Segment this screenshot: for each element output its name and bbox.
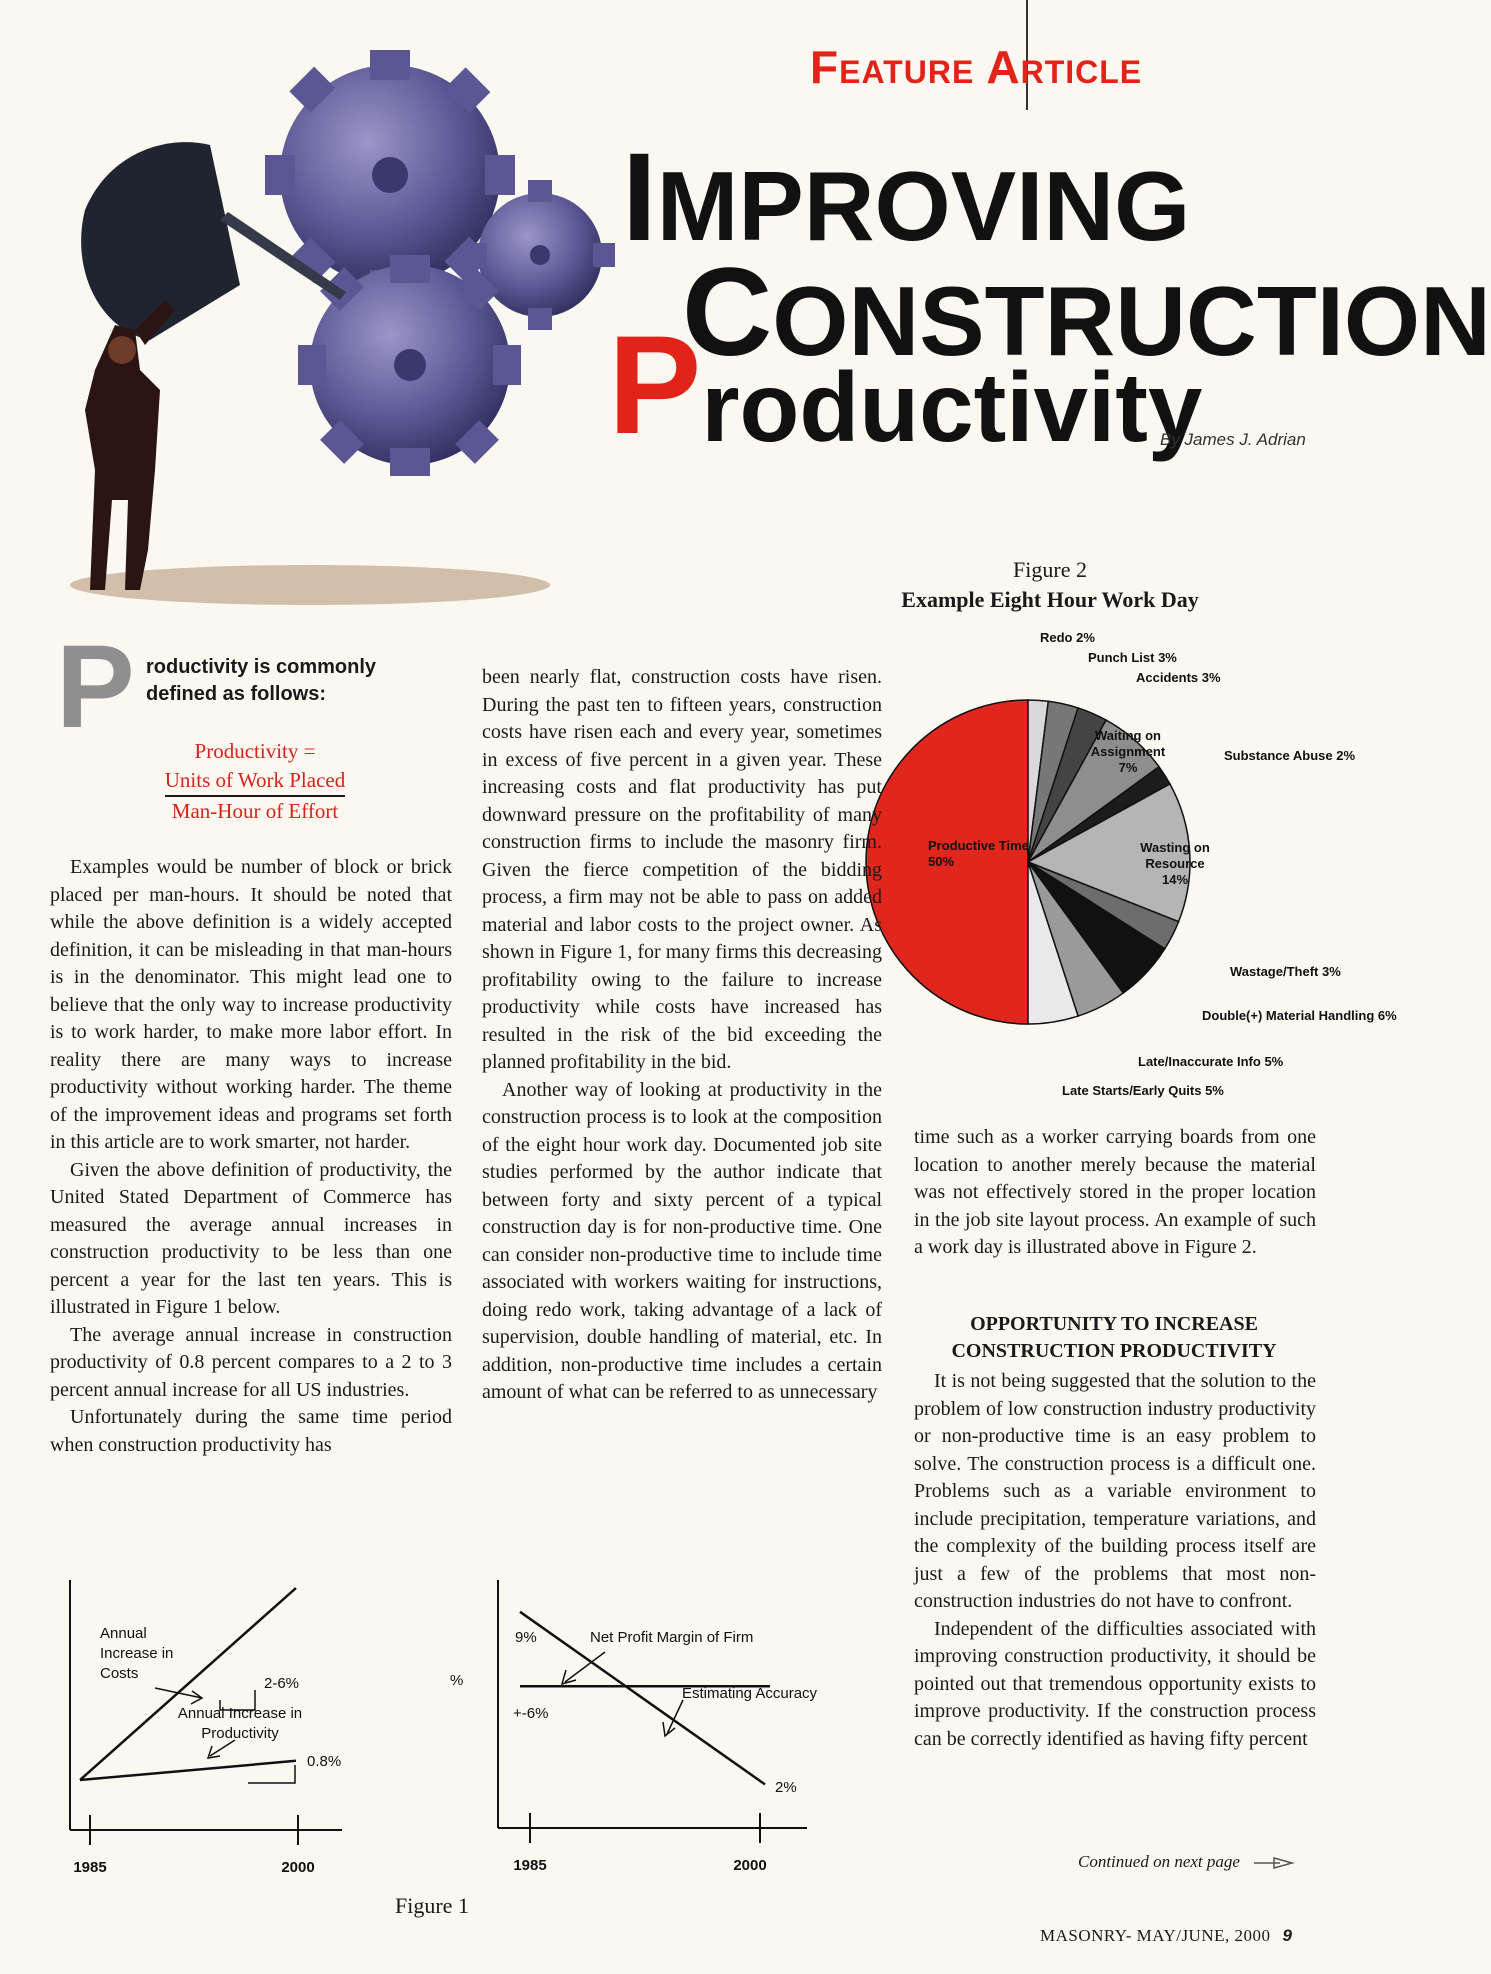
pie-label-wastage: Wastage/Theft 3% [1230, 964, 1341, 979]
paragraph: Another way of looking at productivity in the construction process is to look at the composition of the eight hour work day. Documented job site studies performed by the author indicate that between forty and sixty percent of a typical construction day is for non-productive time. One can consider non-productive time to include time associated with workers waiting for instructions, doing redo work, taking advantage of a lack of supervision, double handling of material, etc. In addition, non-productive time includes a certain amount of what can be referred to as unnecessary [482, 1078, 882, 1403]
man-figure-icon [85, 300, 175, 590]
annotation-end-profit: 2% [775, 1779, 797, 1796]
formula-label: Productivity = [194, 739, 316, 763]
annotation-start-profit: 9% [515, 1629, 537, 1646]
paragraph: time such as a worker carrying boards from one location to another merely because the material was not effectively stored in the proper location in the job site layout process. An example of such a work day is illustrated above in Figure 2. [914, 1126, 1316, 1258]
paragraph: It is not being suggested that the solution to the problem of low construction industry productivity or non-productive time is an easy problem to solve. The construction process is a difficult one. Problems such as a variable environment to include precipitation, temperature variations, and the complexity of the building process itself are just a few of the problems that most non-construction industries do not have to confront. [914, 1370, 1316, 1612]
annotation-productivity-value: 0.8% [307, 1753, 342, 1770]
pie-label-redo: Redo 2% [1040, 630, 1095, 645]
column-2 [482, 664, 882, 1407]
arrow-icon [663, 1700, 683, 1736]
pie-label-productive: Productive Time 50% [928, 838, 1029, 869]
title-initial-p: P [608, 306, 702, 463]
arrow-icon [1252, 1856, 1296, 1870]
title-line-1 [622, 128, 1191, 267]
annotation-profit-label: Net Profit Margin of Firm [590, 1629, 754, 1646]
pie-label-late-starts: Late Starts/Early Quits 5% [1062, 1083, 1224, 1098]
byline: By James J. Adrian [1160, 430, 1306, 449]
figure2-caption [900, 555, 1200, 615]
pie-chart [830, 620, 1416, 1110]
annotation-costs: Annual Increase in Costs [100, 1625, 174, 1682]
figure2-number: Figure 2 [1013, 557, 1087, 582]
annotation-estimating-label: Estimating Accuracy [682, 1685, 818, 1702]
arrow-icon [208, 1740, 235, 1758]
page-footer [1040, 1926, 1292, 1946]
title-initial-c: C [682, 243, 773, 382]
section-heading: OPPORTUNITY TO INCREASE CONSTRUCTION PRODUCTIVITY [951, 1313, 1277, 1362]
column-1 [50, 854, 452, 1459]
annotation-cost-range: 2-6% [264, 1675, 300, 1692]
title-word-construction: ONSTRUCTION [772, 266, 1491, 376]
page-number: 9 [1282, 1926, 1293, 1945]
pie-label-substance-abuse: Substance Abuse 2% [1224, 748, 1356, 763]
pie-label-double-handling: Double(+) Material Handling 6% [1202, 1008, 1397, 1023]
x-tick-label: 1985 [73, 1859, 107, 1876]
section-label: Feature Article [810, 41, 1143, 93]
arrow-icon [155, 1688, 202, 1704]
pie-label-late-info: Late/Inaccurate Info 5% [1138, 1054, 1284, 1069]
gears-illustration [40, 30, 630, 630]
paragraph: Independent of the difficulties associated with improving construction productivity, it should be pointed out that tremendous opportunity exists to improve productivity. If the construction process can be correctly identified as having fifty percent [914, 1617, 1316, 1750]
magazine-issue: MASONRY- MAY/JUNE, 2000 [1040, 1926, 1271, 1945]
title-initial-i: I [622, 128, 657, 267]
formula-denominator: Man-Hour of Effort [171, 799, 339, 823]
paragraph: The average annual increase in construction productivity of 0.8 percent compares to a 2 to 3 percent annual increase for all US industries. [50, 1323, 452, 1401]
figure2-title: Example Eight Hour Work Day [901, 587, 1199, 612]
figure1-chart-profit [445, 1570, 825, 1880]
annotation-productivity: Annual Increase in Productivity [177, 1705, 303, 1742]
paragraph: been nearly flat, construction costs have risen. During the past ten to fifteen years, construction costs have risen each and every year, sometimes in excess of five percent in a given year. These increasing costs and flat productivity has put downward pressure on the profitability of many construction firms to include the masonry firm. Given the fierce competition of the bidding process, a firm may not be able to pass on added material and labor costs to the project owner. As shown in Figure 1, for many firms this decreasing profitability owing to the failure to increase productivity while costs have increased has resulted in the risk of the bid exceeding the planned profitability in the bid. [482, 666, 882, 1073]
formula-numerator: Units of Work Placed [165, 766, 345, 797]
series-line-productivity [80, 1761, 296, 1780]
y-axis-label: % [450, 1672, 464, 1689]
paragraph: Examples would be number of block or brick placed per man-hours. It should be noted that while the above definition is a widely accepted definition, it can be misleading in that man-hours is in the denominator. This might lead one to believe that the only way to increase productivity is to work harder, to make more labor effort. In reality there are many ways to increase productivity without working harder. The theme of the improvement ideas and programs set forth in this article are to work smarter, not harder. [50, 856, 452, 1153]
intro-lead: roductivity is commonly defined as follows: [146, 656, 377, 705]
bracket-shape [248, 1765, 295, 1783]
pie-label-wasting: Wasting on Resource 14% [1140, 840, 1210, 887]
pie-label-waiting: Waiting on Assignment 7% [1090, 728, 1166, 775]
paragraph: Unfortunately during the same time period when construction productivity has [50, 1406, 452, 1456]
productivity-formula [100, 737, 410, 826]
continued-note [1078, 1852, 1296, 1872]
paragraph: Given the above definition of productivity, the United Stated Department of Commerce has measured the average annual increases in construction productivity to be less than one percent a year for the last ten years. This is illustrated in Figure 1 below. [50, 1158, 452, 1318]
column-3-bottom [914, 1368, 1316, 1753]
annotation-estimating-value: +-6% [513, 1705, 549, 1722]
continued-text: Continued on next page [1078, 1852, 1240, 1871]
title-line-3 [608, 306, 1203, 463]
figure1-caption: Figure 1 [395, 1893, 469, 1918]
pie-label-accidents: Accidents 3% [1136, 670, 1221, 685]
figure1-chart-costs [60, 1570, 360, 1880]
pie-label-punch-list: Punch List 3% [1088, 650, 1177, 665]
drop-cap: P [56, 621, 135, 753]
title-word-productivity: roductivity [701, 352, 1203, 462]
x-tick-label: 2000 [281, 1859, 315, 1876]
title-word-improving: MPROVING [656, 151, 1191, 261]
column-3-top [914, 1124, 1316, 1262]
x-tick-label: 2000 [733, 1857, 767, 1874]
x-tick-label: 1985 [513, 1857, 547, 1874]
